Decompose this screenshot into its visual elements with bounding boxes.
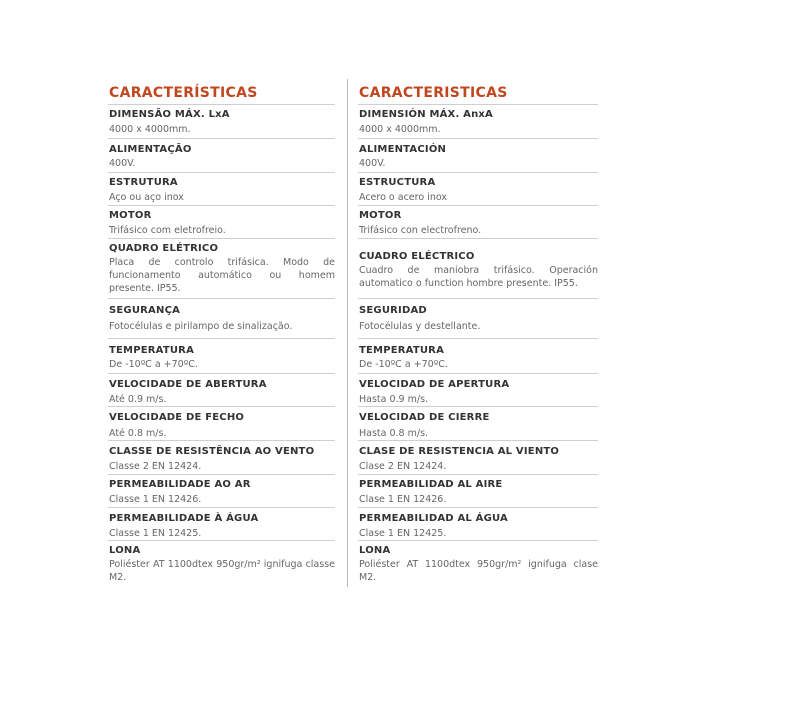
row-separator [358,474,598,475]
spec-label: PERMEABILIDAD AL ÁGUA [359,513,508,524]
spec-label: QUADRO ELÉTRICO [109,243,219,254]
spec-sheet [109,79,598,587]
spec-label: ALIMENTACIÓN [359,144,447,155]
row-separator [108,238,335,239]
row-separator [108,540,335,541]
spec-label: ESTRUCTURA [359,177,436,188]
spec-value: Aço ou aço inox [109,192,184,203]
row-separator [358,104,598,105]
spec-label: TEMPERATURA [109,345,195,356]
column-title: CARACTERÍSTICAS [109,85,258,101]
spec-label: VELOCIDAD DE APERTURA [359,379,510,390]
spec-label: VELOCIDADE DE ABERTURA [109,379,267,390]
spec-value: Até 0.8 m/s. [109,428,167,439]
spec-label: DIMENSIÓN MÁX. AnxA [359,109,493,120]
spec-label: VELOCIDADE DE FECHO [109,412,245,423]
spec-value: Classe 1 EN 12426. [109,494,202,505]
row-separator [108,104,335,105]
spec-value: Hasta 0.9 m/s. [359,394,429,405]
spec-label: PERMEABILIDADE À ÁGUA [109,513,259,524]
spec-value: Poliéster AT 1100dtex 950gr/m² ignifuga clase M2. [359,559,598,583]
spec-label: ESTRUTURA [109,177,178,188]
spec-label: LONA [359,545,391,556]
spec-label: DIMENSÃO MÁX. LxA [109,109,230,120]
row-separator [358,298,598,299]
spec-value: Classe 2 EN 12424. [109,461,202,472]
spec-label: VELOCIDAD DE CIERRE [359,412,490,423]
spec-value: Fotocélulas y destellante. [359,321,481,332]
row-separator [358,507,598,508]
row-separator [108,298,335,299]
spec-value: De -10ºC a +70ºC. [109,359,198,370]
row-separator [358,138,598,139]
row-separator [108,440,335,441]
spec-label: CLASSE DE RESISTÊNCIA AO VENTO [109,446,315,457]
spec-value: Clase 2 EN 12424. [359,461,447,472]
spec-value: 400V. [109,158,136,169]
spec-value: Hasta 0.8 m/s. [359,428,429,439]
spec-label: SEGURIDAD [359,305,427,316]
row-separator [108,172,335,173]
spec-value: De -10ºC a +70ºC. [359,359,448,370]
spec-label: ALIMENTAÇÃO [109,144,192,155]
row-separator [358,238,598,239]
spec-label: LONA [109,545,141,556]
row-separator [358,440,598,441]
spec-value: Trifásico com eletrofreio. [109,225,226,236]
spec-value: 4000 x 4000mm. [359,124,441,135]
spec-value: 4000 x 4000mm. [109,124,191,135]
row-separator [358,373,598,374]
spec-label: TEMPERATURA [359,345,445,356]
spec-value: Poliéster AT 1100dtex 950gr/m² ignifuga classe M2. [109,559,335,583]
row-separator [108,373,335,374]
row-separator [108,138,335,139]
row-separator [108,205,335,206]
row-separator [358,406,598,407]
spec-label: MOTOR [109,210,152,221]
row-separator [108,338,335,339]
column-divider [347,79,348,587]
spec-value: Clase 1 EN 12426. [359,494,447,505]
row-separator [358,205,598,206]
row-separator [358,540,598,541]
spec-value: Trifásico con electrofreno. [359,225,482,236]
row-separator [108,406,335,407]
spec-value: Placa de controlo trifásica. Modo de funcionamento automático ou homem presente. IP55. [109,257,335,294]
spec-value: Classe 1 EN 12425. [109,528,202,539]
spec-label: PERMEABILIDAD AL AIRE [359,479,503,490]
row-separator [358,172,598,173]
spec-label: PERMEABILIDADE AO AR [109,479,251,490]
spec-value: Até 0.9 m/s. [109,394,167,405]
spec-label: MOTOR [359,210,402,221]
column-title: CARACTERISTICAS [359,85,508,101]
spec-value: Cuadro de maniobra trifásico. Operación automatico o function hombre presente. IP55. [359,265,598,289]
spec-value: Fotocélulas e pirilampo de sinalização. [109,321,293,332]
row-separator [108,474,335,475]
spec-label: CLASE DE RESISTENCIA AL VIENTO [359,446,560,457]
spec-value: Acero o acero inox [359,192,447,203]
spec-label: CUADRO ELÉCTRICO [359,251,475,262]
row-separator [358,338,598,339]
spec-value: Clase 1 EN 12425. [359,528,447,539]
spec-value: 400V. [359,158,386,169]
row-separator [108,507,335,508]
spec-label: SEGURANÇA [109,305,181,316]
